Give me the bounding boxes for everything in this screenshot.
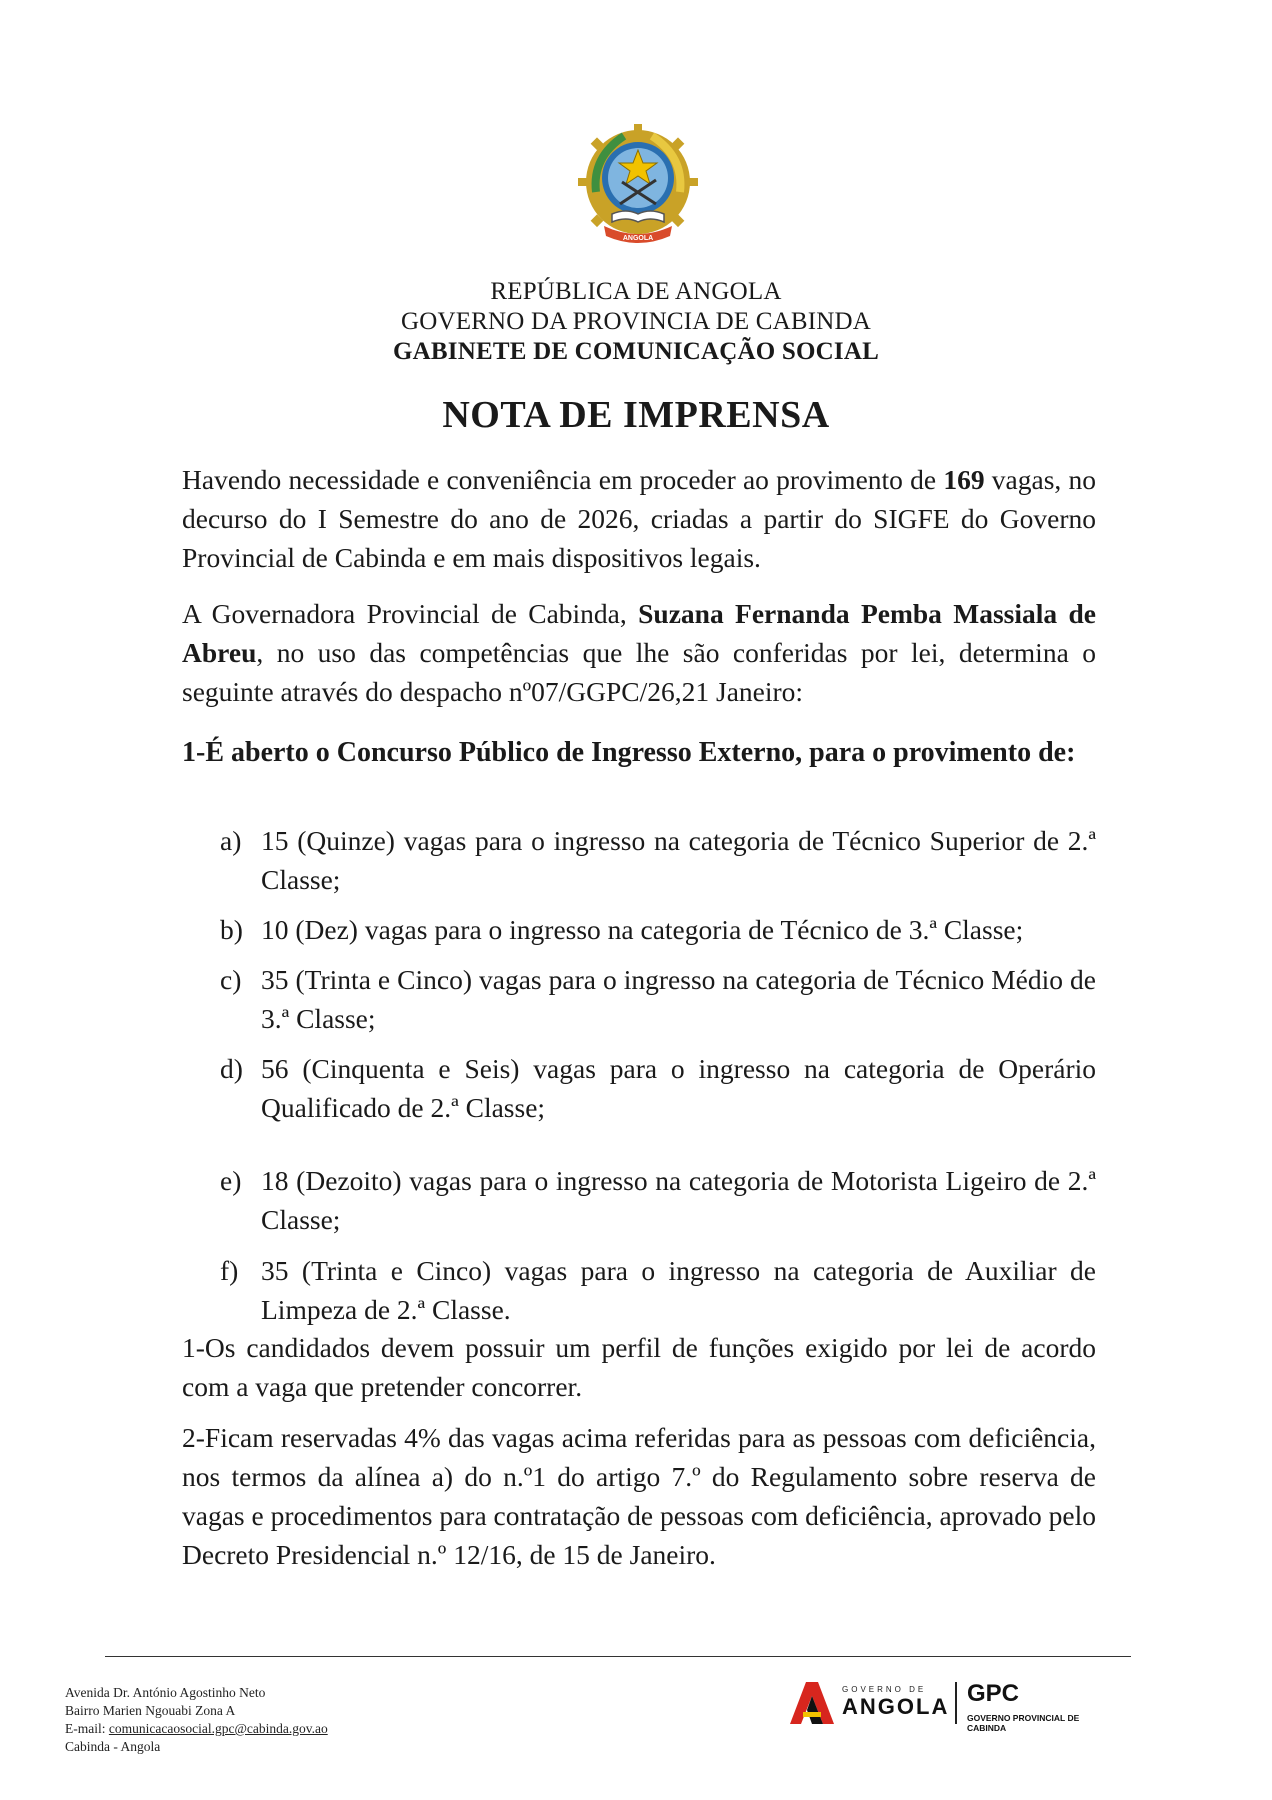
intro-text-after: vagas, no decurso do I Semestre do ano de 2026, criadas a partir do SIGFE do Governo Provincial de Cabinda e em mais dispositivos legais. (182, 464, 1096, 573)
note-candidates-profile: 1-Os candidados devem possuir um perfil de funções exigido por lei de acordo com a vaga que pretender concorrer. (182, 1332, 1096, 1402)
list-item (220, 1161, 1096, 1239)
note-disability-reservation: 2-Ficam reservadas 4% das vagas acima referidas para as pessoas com deficiência, nos termos da alínea a) do n.º1 do artigo 7.º do Regulamento sobre reserva de vagas e procedimentos para contratação de pessoas com deficiência, aprovado pelo Decreto Presidencial n.º 12/16, de 15 de Janeiro. (182, 1422, 1096, 1570)
list-item (220, 821, 1096, 899)
logo-angola: ANGOLA (842, 1694, 950, 1719)
footer-email-link[interactable]: comunicacaosocial.gpc@cabinda.gov.ao (108, 1721, 328, 1736)
list-item-marker: f) (220, 1255, 239, 1286)
list-item-text: 18 (Dezoito) vagas para o ingresso na categoria de Motorista Ligeiro de 2.ª Classe; (261, 1165, 1096, 1235)
list-item-marker: a) (220, 825, 242, 856)
governor-name: Suzana Fernanda Pemba Massiala de Abreu (182, 598, 1096, 668)
footer-address (65, 1684, 328, 1756)
footer-neighborhood: Bairro Marien Ngouabi Zona A (65, 1703, 236, 1718)
footer-city: Cabinda - Angola (65, 1739, 161, 1754)
intro-text-before: Havendo necessidade e conveniência em proceder ao provimento de (182, 464, 944, 495)
list-item-text: 10 (Dez) vagas para o ingresso na categoria de Técnico de 3.ª Classe; (261, 914, 1024, 945)
logo-governo-de: GOVERNO DE (842, 1685, 927, 1694)
governo-de-angola-logo (790, 1678, 950, 1728)
logo-gpc: GPC (967, 1680, 1020, 1707)
footer-divider (105, 1656, 1131, 1657)
angola-emblem (576, 122, 700, 250)
header-office: GABINETE DE COMUNICAÇÃO SOCIAL (393, 338, 879, 365)
list-item-marker: b) (220, 914, 243, 945)
footer-email-label: E-mail: (65, 1721, 109, 1736)
header-republic: REPÚBLICA DE ANGOLA (490, 278, 782, 305)
angola-a-logo-icon (790, 1682, 834, 1724)
footer-email-line (65, 1720, 328, 1738)
governor-text-after: , no uso das competências que lhe são conferidas por lei, determina o seguinte através do despacho nº07/GGPC/26,21 Janeiro: (182, 637, 1096, 707)
header-government: GOVERNO DA PROVINCIA DE CABINDA (400, 308, 872, 335)
document-header (0, 277, 1272, 367)
logo-gpc-subtitle: GOVERNO PROVINCIAL DE CABINDA (967, 1713, 1080, 1733)
list-item-text: 15 (Quinze) vagas para o ingresso na categoria de Técnico Superior de 2.ª Classe; (261, 825, 1096, 895)
intro-paragraph (182, 460, 1096, 577)
section-heading: 1-É aberto o Concurso Público de Ingresso Externo, para o provimento de: (182, 737, 1076, 768)
intro-vacancy-count: 169 (943, 464, 985, 495)
list-item-marker: c) (220, 964, 242, 995)
government-logo (790, 1678, 1120, 1733)
list-item-text: 56 (Cinquenta e Seis) vagas para o ingresso na categoria de Operário Qualificado de 2.ª Classe; (261, 1053, 1096, 1123)
logo-separator (955, 1682, 957, 1724)
governor-text-before: A Governadora Provincial de Cabinda, (182, 598, 639, 629)
page-title: NOTA DE IMPRENSA (442, 394, 830, 436)
svg-text:ANGOLA: ANGOLA (622, 235, 654, 242)
footer-street: Avenida Dr. António Agostinho Neto (65, 1685, 266, 1700)
list-item (220, 1251, 1096, 1329)
list-item-marker: d) (220, 1053, 243, 1084)
list-item (220, 910, 1096, 949)
list-item-text: 35 (Trinta e Cinco) vagas para o ingresso na categoria de Técnico Médio de 3.ª Classe; (261, 964, 1096, 1034)
list-item-marker: e) (220, 1165, 242, 1196)
list-item-text: 35 (Trinta e Cinco) vagas para o ingresso na categoria de Auxiliar de Limpeza de 2.ª Classe. (261, 1255, 1096, 1325)
governor-paragraph (182, 594, 1096, 711)
list-item (220, 960, 1096, 1038)
list-item (220, 1049, 1096, 1127)
